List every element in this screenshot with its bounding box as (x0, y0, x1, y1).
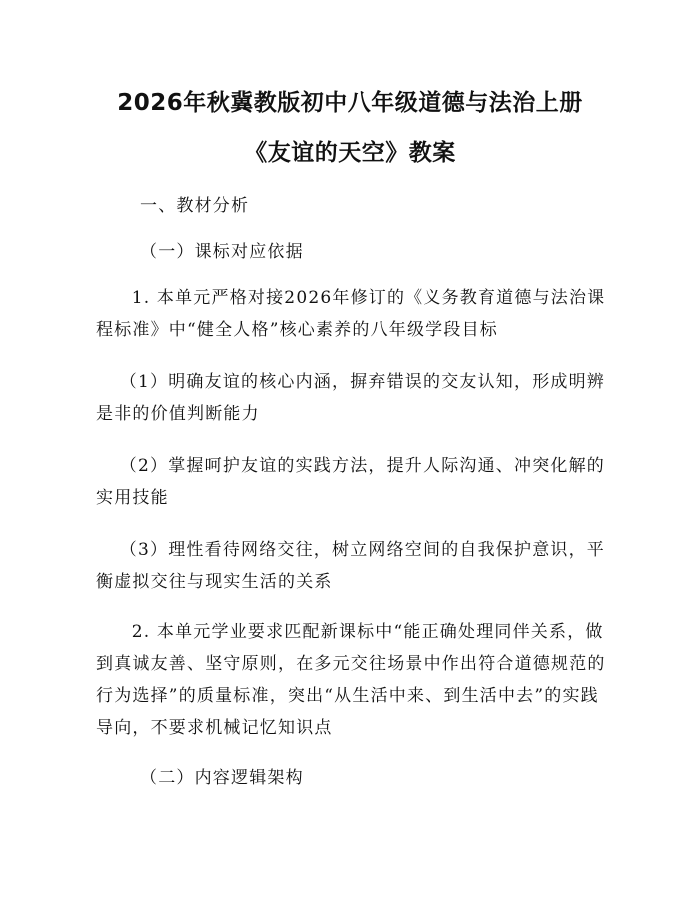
paragraph-1: 1. 本单元严格对接2026年修订的《义务教育道德与法治课程标准》中“健全人格”核心素养的八年级学段目标 (96, 288, 606, 340)
paragraph-1-item-1: （1）明确友谊的核心内涵，摒弃错误的交友认知，形成明辨是非的价值判断能力 (96, 372, 606, 424)
subsection-heading-content-structure: （二）内容逻辑架构 (140, 768, 304, 788)
document-title-line-2: 《友谊的天空》教案 (244, 140, 456, 166)
paragraph-2: 2. 本单元学业要求匹配新课标中“能正确处理同伴关系，做到真诚友善、坚守原则，在多元交往场景中作出符合道德规范的行为选择”的质量标准，突出“从生活中来、到生活中去”的实践导向，不要求机械记忆知识点 (96, 622, 606, 738)
paragraph-1-item-3: （3）理性看待网络交往，树立网络空间的自我保护意识，平衡虚拟交往与现实生活的关系 (96, 540, 606, 592)
section-heading-textbook-analysis: 一、教材分析 (140, 196, 250, 216)
document-title-line-1: 2026年秋冀教版初中八年级道德与法治上册 (117, 90, 583, 116)
paragraph-1-item-2: （2）掌握呵护友谊的实践方法，提升人际沟通、冲突化解的实用技能 (96, 456, 606, 508)
subsection-heading-curriculum-basis: （一）课标对应依据 (140, 242, 304, 262)
